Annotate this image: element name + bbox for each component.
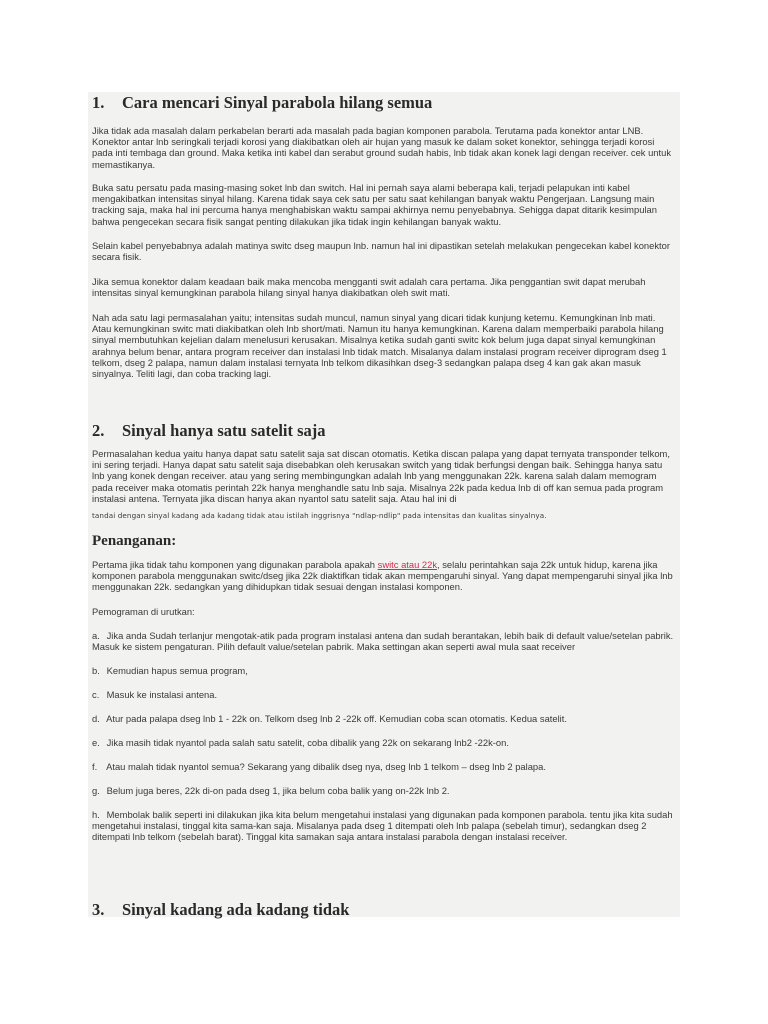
step-a [92, 630, 674, 652]
section-1-title: Cara mencari Sinyal parabola hilang semua [122, 93, 433, 112]
section-2-title: Sinyal hanya satu satelit saja [122, 421, 326, 440]
step-d-text: Atur pada palapa dseg lnb 1 - 22k on. Telkom dseg lnb 2 -22k off. Kemudian coba scan otomatis. Kedua satelit. [106, 713, 567, 724]
section-1-number: 1. [92, 93, 105, 112]
handling-paragraph [92, 559, 674, 593]
section-1-paragraph-1: Jika tidak ada masalah dalam perkabelan berarti ada masalah pada bagian komponen parabola. Terutama pada konektor antar LNB. Konektor antar lnb seringkali terjadi korosi yang diakibatkan oleh air hujan yang masuk ke dalam soket konektor, sehingga terjadi korosi pada inti tembaga dan ground. Maka ketika inti kabel dan serabut ground sudah habis, lnb tidak akan konek lagi dengan receiver. cek untuk memastikanya. [92, 125, 672, 170]
step-c [92, 689, 674, 700]
step-e [92, 737, 674, 748]
section-1-paragraph-4: Jika semua konektor dalam keadaan baik maka mencoba mengganti swit adalah cara pertama. Jika penggantian swit dapat merubah intensitas sinyal kemungkinan parabola hilang sinyal hanya diakibatkan oleh swit mati. [92, 276, 646, 299]
section-1-paragraph-2: Buka satu persatu pada masing-masing soket lnb dan switch. Hal ini pernah saya alami beberapa kali, terjadi pelapukan inti kabel mengakibatkan intensitas sinyal hilang. Karena tidak saya cek satu per satu saat kehilangan banyak waktu Pengerjaan. Langsung main tracking saja, maka hal ini percuma hanya menghabiskan waktu sampai akhirnya nemu penyebabnya. Sehigga dapat ditarik kesimpulan bahwa pengecekan secara fisik sangat penting dilakukan jika tidak ingin kehilangan banyak waktu. [92, 182, 657, 227]
section-1-paragraph-5: Nah ada satu lagi permasalahan yaitu; intensitas sudah muncul, namun sinyal yang dicari tidak kunjung ketemu. Kemungkinan lnb mati. Atau kemungkinan switc mati diakibatkan oleh lnb short/mati. Namun itu hanya kemungkinan. Karena dalam memperbaiki parabola hilang sinyal membutuhkan kejelian dalam menelusuri kerusakan. Misalnya ketika sudah ganti switc kok belum juga dapat sinyal kemungkinan arahnya belum benar, antara program receiver dan instalasi lnb tidak match. Misalanya dalam instalasi program receiver diprogram dseg 1 telkom, dseg 2 palapa, namun dalam instalasi ternyata lnb telkom dikasihkan dseg-3 sedangkan palapa dseg 4 kan gak akan masuk sinyalnya. Teliti lagi, dan coba tracking lagi. [92, 312, 667, 380]
step-c-text: Masuk ke instalasi antena. [106, 689, 218, 700]
section-3-title: Sinyal kadang ada kadang tidak [122, 900, 350, 919]
step-f [92, 761, 674, 772]
step-d-label: d. [92, 713, 100, 724]
step-h-text: Membolak balik seperti ini dilakukan jika kita belum mengetahui instalasi yang digunakan pada komponen parabola. tentu jika kita sudah mengetahui instalasi, tinggal kita sama-kan saja. Misalanya pada dseg 1 ditempati oleh lnb palapa (sebelah timur), sedangkan dseg 2 ditempati lnb telkom (sebelah barat). Tinggal kita samakan saja antara instalasi parabola dengan instalasi receiver. [92, 809, 673, 843]
handling-subheading: Penanganan: [92, 533, 177, 549]
document-page [88, 92, 680, 917]
step-h [92, 809, 674, 843]
step-e-text: Jika masih tidak nyantol pada salah satu satelit, coba dibalik yang 22k on sekarang lnb2 -22k-on. [106, 737, 509, 748]
section-2-number: 2. [92, 421, 105, 440]
section-1-paragraph-3: Selain kabel penyebabnya adalah matinya switc dseg maupun lnb. namun hal ini dipastikan setelah melakukan pengecekan kabel konektor secara fisik. [92, 240, 670, 263]
step-b [92, 665, 674, 676]
step-h-label: h. [92, 809, 100, 820]
step-g [92, 785, 674, 796]
step-b-text: Kemudian hapus semua program, [106, 665, 248, 676]
switc-22k-link[interactable]: switc atau 22k [377, 559, 438, 570]
step-g-label: g. [92, 785, 100, 796]
step-d [92, 713, 674, 724]
step-g-text: Belum juga beres, 22k di-on pada dseg 1, jika belum coba balik yang on-22k lnb 2. [106, 785, 450, 796]
step-f-label: f. [92, 761, 98, 772]
section-1-heading [92, 93, 674, 113]
section-3-number: 3. [92, 900, 105, 919]
handling-text-after-link: , selalu perintahkan saja 22k untuk hidup, karena jika komponen parabola menggunakan switc/dseg jika 22k diaktifkan tidak akan mempengaruhi sinyal. Yang dapat mempengaruhi sinyal jika lnb menggunakan 22k. sedangkan yang dihidupkan tidak sesuai dengan instalasi komponen. [92, 559, 673, 593]
step-c-label: c. [92, 689, 100, 700]
step-a-label: a. [92, 630, 100, 641]
section-2-paragraph: Permasalahan kedua yaitu hanya dapat satu satelit saja sat discan otomatis. Ketika discan palapa yang dapat ternyata transponder telkom, ini sering terjadi. Hanya dapat satu satelit saja disebabkan oleh kerusakan switch yang tidak berfungsi dengan baik. Sehingga hanya satu lnb yang konek dengan receiver. atau yang sering membingungkan adalah lnb yang menggunakan 22k. karena salah dalam memogram pada receiver maka otomatis perintah 22k hanya menghandle satu lnb saja. Misalnya 22k pada kedua lnb di off kan semua pada program instalasi antena. Ternyata jika discan hanya akan nyantol satu satelit saja. Atau hal ini di [92, 448, 670, 504]
section-3-heading [92, 900, 674, 920]
program-intro: Pemograman di urutkan: [92, 606, 195, 617]
step-e-label: e. [92, 737, 100, 748]
handling-text-before-link: Pertama jika tidak tahu komponen yang digunakan parabola apakah [92, 559, 378, 570]
step-f-text: Atau malah tidak nyantol semua? Sekarang yang dibalik dseg nya, dseg lnb 1 telkom – dseg lnb 2 palapa. [106, 761, 546, 772]
section-2-paragraph-tail: tandai dengan sinyal kadang ada kadang tidak atau istilah inggrisnya "ndlap-ndlip" pada intensitas dan kualitas sinyalnya. [92, 511, 547, 520]
section-2-heading [92, 421, 674, 441]
step-b-label: b. [92, 665, 100, 676]
step-a-text: Jika anda Sudah terlanjur mengotak-atik pada program instalasi antena dan sudah berantakan, lebih baik di default value/setelan pabrik. Masuk ke sistem pengaturan. Pilih default value/setelan pabrik. Maka settingan akan seperti awal mula saat receiver [92, 630, 674, 653]
